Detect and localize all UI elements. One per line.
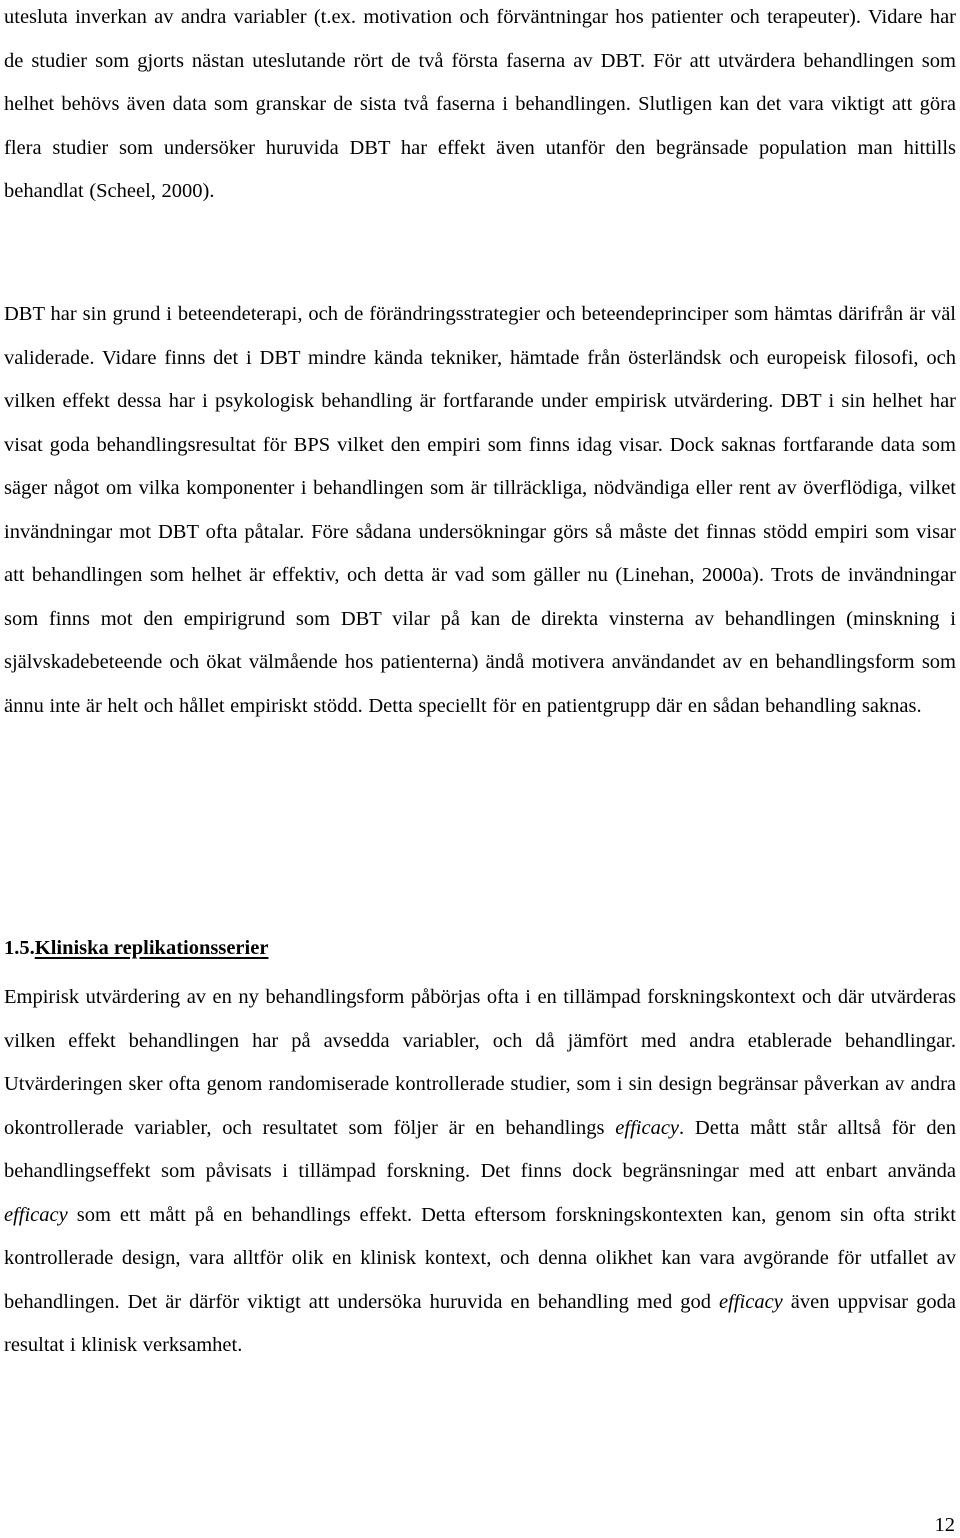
section-title: Kliniska replikationsserier [34,937,269,959]
term-efficacy: efficacy [4,1203,68,1226]
section-heading [4,930,268,966]
text-segment: även uppvisar goda resultat i klinisk verksamhet. [4,1290,956,1356]
text-segment: Empirisk utvärdering av en ny behandlingsform påbörjas ofta i en tillämpad forskningskontext och där utvärderas vilken effekt behandlingen har på avsedda variabler, och då jämfört med andra etablerade behandlingar. Utvärderingen sker ofta genom randomiserade kontrollerade studier, som i sin design begränsar påverkan av andra okontrollerade variabler, och resultatet som följer är en behandlings [4,986,956,1139]
paragraph-dbt-research-limitations: utesluta inverkan av andra variabler (t.ex. motivation och förväntningar hos patienter och terapeuter). Vidare har de studier som gjorts nästan uteslutande rört de två första faserna av DBT. För att utvärdera behandlingen som helhet behövs även data som granskar de sista två faserna i behandlingen. Slutligen kan det vara viktigt att göra flera studier som undersöker huruvida DBT har effekt även utanför den begränsade population man hittills behandlat (Scheel, 2000). [4,6,956,202]
term-efficacy: efficacy [615,1116,680,1139]
section-number: 1.5. [4,937,35,959]
paragraph-clinical-replication [4,976,956,1368]
text-segment: . Detta mått står alltså för den behandlingseffekt som påvisats i tillämpad forskning. Det finns dock begränsningar med att enbart använda [4,1116,956,1182]
term-efficacy: efficacy [719,1290,783,1313]
page-number: 12 [934,1514,955,1536]
paragraph-dbt-foundation: DBT har sin grund i beteendeterapi, och de förändringsstrategier och beteendeprinciper som hämtas därifrån är väl validerade. Vidare finns det i DBT mindre kända tekniker, hämtade från österländsk och europeisk filosofi, och vilken effekt dessa har i psykologisk behandling är fortfarande under empirisk utvärdering. DBT i sin helhet har visat goda behandlingsresultat för BPS vilket den empiri som finns idag visar. Dock saknas fortfarande data som säger något om vilka komponenter i behandlingen som är tillräckliga, nödvändiga eller rent av överflödiga, vilket invändningar mot DBT ofta påtalar. Före sådana undersökningar görs så måste det finnas stödd empiri som visar att behandlingen som helhet är effektiv, och detta är vad som gäller nu (Linehan, 2000a). Trots de invändningar som finns mot den empirigrund som DBT vilar på kan de direkta vinsterna av behandlingen (minskning i självskadebeteende och ökat välmående hos patienterna) ändå motivera användandet av en behandlingsform som ännu inte är helt och hållet empiriskt stödd. Detta speciellt för en patientgrupp där en sådan behandling saknas. [4,303,956,717]
text-segment: som ett mått på en behandlings effekt. Detta eftersom forskningskontexten kan, genom sin ofta strikt kontrollerade design, vara alltför olik en klinisk kontext, och denna olikhet kan vara avgörande för utfallet av behandlingen. Det är därför viktigt att undersöka huruvida en behandling med god [4,1203,956,1313]
